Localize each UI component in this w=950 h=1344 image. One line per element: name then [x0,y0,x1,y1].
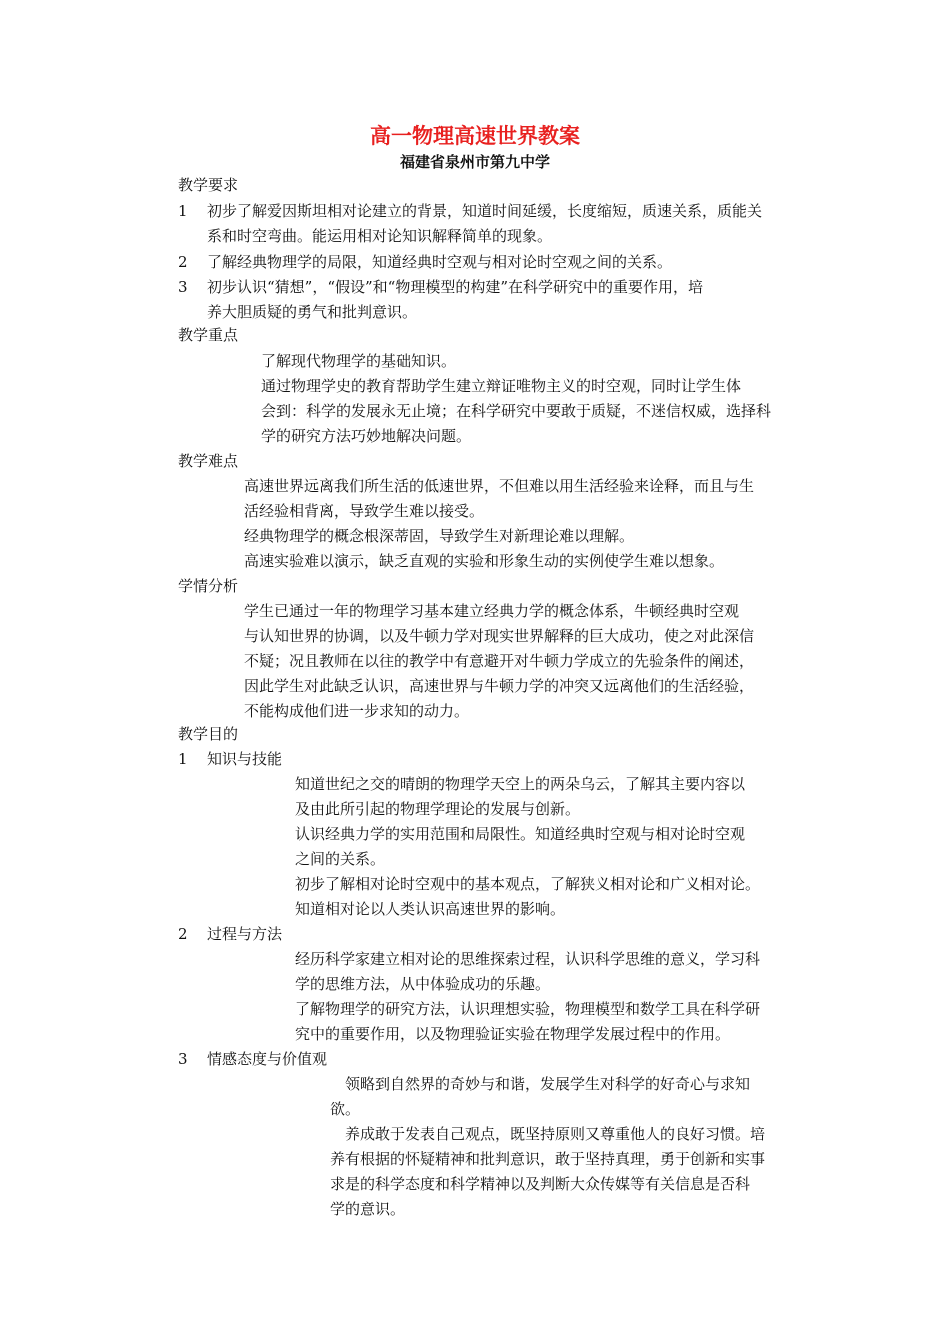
objective-line: 学的意识。 [330,1200,406,1218]
requirement-line: 养大胆质疑的勇气和批判意识。 [207,303,418,321]
analysis-line: 因此学生对此缺乏认识，高速世界与牛顿力学的冲突又远离他们的生活经验， [244,677,755,695]
section-title: 过程与方法 [207,925,283,943]
objective-line: 认识经典力学的实用范围和局限性。知道经典时空观与相对论时空观 [295,825,746,843]
school-subtitle: 福建省泉州市第九中学 [399,153,550,171]
objective-line: 欲。 [330,1100,361,1118]
objective-line: 了解物理学的研究方法，认识理想实验，物理模型和数学工具在科学研 [295,1000,761,1018]
objective-line: 知道相对论以人类认识高速世界的影响。 [295,900,566,918]
objective-line: 养成敢于发表自己观点，既坚持原则又尊重他人的良好习惯。培 [345,1125,766,1143]
heading-difficulties: 教学难点 [178,452,239,470]
objective-line: 领略到自然界的奇妙与和谐，发展学生对科学的好奇心与求知 [345,1075,751,1093]
objective-line: 求是的科学态度和科学精神以及判断大众传媒等有关信息是否科 [330,1175,751,1193]
objective-line: 及由此所引起的物理学理论的发展与创新。 [295,800,581,818]
objective-line: 究中的重要作用，以及物理验证实验在物理学发展过程中的作用。 [295,1025,731,1043]
objective-line: 之间的关系。 [295,850,386,868]
heading-objectives: 教学目的 [178,725,239,743]
analysis-line: 不疑；况且教师在以往的教学中有意避开对牛顿力学成立的先验条件的阐述， [244,652,755,670]
item-number: 3 [178,278,188,296]
difficulty-line: 高速世界远离我们所生活的低速世界，不但难以用生活经验来诠释，而且与生 [244,477,755,495]
difficulty-line: 活经验相背离，导致学生难以接受。 [244,502,485,520]
requirement-line: 系和时空弯曲。能运用相对论知识解释简单的现象。 [207,227,553,245]
objective-line: 初步了解相对论时空观中的基本观点，了解狭义相对论和广义相对论。 [295,875,761,893]
objective-line: 知道世纪之交的晴朗的物理学天空上的两朵乌云，了解其主要内容以 [295,775,746,793]
section-number: 2 [178,925,188,943]
section-number: 3 [178,1050,188,1068]
item-number: 2 [178,253,188,271]
item-number: 1 [178,202,188,220]
difficulty-line: 高速实验难以演示，缺乏直观的实验和形象生动的实例使学生难以想象。 [244,552,725,570]
heading-key-points: 教学重点 [178,326,239,344]
key-point-line: 会到：科学的发展永无止境；在科学研究中要敢于质疑，不迷信权威，选择科 [261,402,772,420]
section-number: 1 [178,750,188,768]
page-title: 高一物理高速世界教案 [370,124,580,148]
key-point-line: 通过物理学史的教育帮助学生建立辩证唯物主义的时空观，同时让学生体 [261,377,742,395]
analysis-line: 学生已通过一年的物理学习基本建立经典力学的概念体系，牛顿经典时空观 [244,602,740,620]
section-title: 情感态度与价值观 [207,1050,328,1068]
key-point-line: 了解现代物理学的基础知识。 [261,352,457,370]
objective-line: 学的思维方法，从中体验成功的乐趣。 [295,975,551,993]
requirement-line: 初步认识“猜想”，“假设”和“物理模型的构建”在科学研究中的重要作用，培 [207,278,704,296]
heading-requirements: 教学要求 [178,176,239,194]
requirement-line: 初步了解爱因斯坦相对论建立的背景，知道时间延缓，长度缩短，质速关系，质能关 [207,202,763,220]
analysis-line: 与认知世界的协调，以及牛顿力学对现实世界解释的巨大成功，使之对此深信 [244,627,755,645]
difficulty-line: 经典物理学的概念根深蒂固，导致学生对新理论难以理解。 [244,527,635,545]
key-point-line: 学的研究方法巧妙地解决问题。 [261,427,472,445]
analysis-line: 不能构成他们进一步求知的动力。 [244,702,470,720]
objective-line: 养有根据的怀疑精神和批判意识，敢于坚持真理，勇于创新和实事 [330,1150,766,1168]
requirement-line: 了解经典物理学的局限，知道经典时空观与相对论时空观之间的关系。 [207,253,673,271]
section-title: 知识与技能 [207,750,283,768]
heading-analysis: 学情分析 [178,577,239,595]
objective-line: 经历科学家建立相对论的思维探索过程，认识科学思维的意义，学习科 [295,950,761,968]
